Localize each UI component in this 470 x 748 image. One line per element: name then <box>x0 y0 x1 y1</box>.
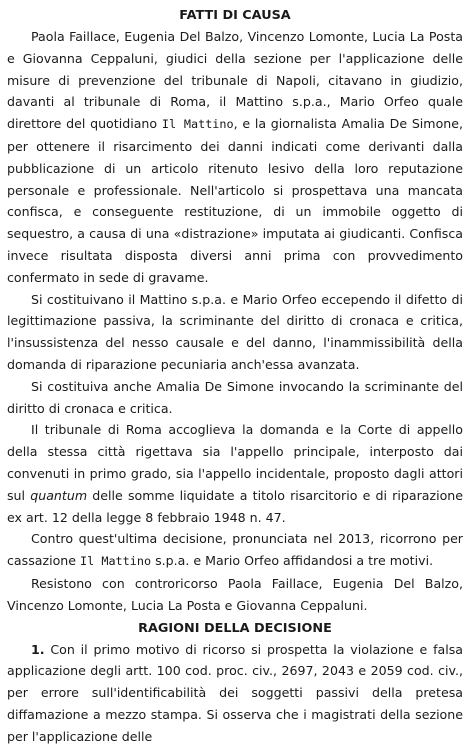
paragraph-5-text-b: s.p.a. e Mario Orfeo affidandosi a tre motivi. <box>151 553 434 569</box>
paragraph-number: 1. <box>31 641 45 657</box>
paragraph-1-text-a: Paola Faillace, Eugenia Del Balzo, Vincenzo Lomonte, Lucia La Posta e Giovanna Ceppaluni, giudici della sezione per l'applicazione delle misure di prevenzione del tribunale di Napoli, citavano in giudizio, davanti al tribunale di Roma, il Mattino s.p.a., Mario Orfeo quale direttore del quotidiano <box>7 29 463 132</box>
paragraph-6: Resistono con controricorso Paola Faillace, Eugenia Del Balzo, Vincenzo Lomonte, Lucia La Posta e Giovanna Ceppaluni. <box>7 575 463 613</box>
paragraph-7-text: Con il primo motivo di ricorso si prospetta la violazione e falsa applicazione degli artt. 100 cod. proc. civ., 2697, 2043 e 2059 cod. civ., per errore sull'identificabilità dei soggetti passivi della pretesa diffamazione a mezzo stampa. Si osserva che i magistrati della sezione per l'applicazione delle <box>7 641 463 744</box>
section-heading-reasons: RAGIONI DELLA DECISIONE <box>138 620 332 636</box>
paragraph-2: Si costituivano il Mattino s.p.a. e Mario Orfeo eccependo il difetto di legittimazione passiva, la scriminante del diritto di cronaca e critica, l'insussistenza del nesso causale e del danno, l'inammissibilità della domanda di riparazione pecuniaria anch'essa avanzata. <box>7 291 463 372</box>
section-heading-facts: FATTI DI CAUSA <box>179 8 291 23</box>
paragraph-3: Si costituiva anche Amalia De Simone invocando la scriminante del diritto di cronaca e critica. <box>7 378 463 416</box>
paragraph-5-text-a: Contro quest'ultima decisione, pronunciata nel 2013, ricorrono per cassazione <box>7 531 463 569</box>
paragraph-4 <box>7 419 463 528</box>
paragraph-5 <box>7 528 463 573</box>
paragraph-1-text-b: , e la giornalista Amalia De Simone, per ottenere il risarcimento dei danni indicati come derivanti dalla pubblicazione di un articolo ritenuto lesivo della loro reputazione personale e professionale. Nell'articolo si prospettava una mancata confisca, e conseguente restituzione, di un immobile oggetto di sequestro, a causa di una «distrazione» imputata ai giudicanti. Confisca invece risultata disposta diversi anni prima con provvedimento confermato in sede di gravame. <box>7 116 464 285</box>
paragraph-1 <box>7 26 463 289</box>
paragraph-4-text-a: Il tribunale di Roma accoglieva la domanda e la Corte di appello della stessa città rigettava sia l'appello principale, interposto dai convenuti in primo grado, sia l'appello incidentale, proposto dagli attori sul <box>7 422 463 503</box>
newspaper-name: Il Mattino <box>80 554 152 569</box>
quantum-term: quantum <box>30 487 88 503</box>
newspaper-name: Il Mattino <box>161 117 234 132</box>
paragraph-4-text-b: delle somme liquidate a titolo risarcitorio e di riparazione ex art. 12 della legge 8 febbraio 1948 n. 47. <box>7 487 464 525</box>
